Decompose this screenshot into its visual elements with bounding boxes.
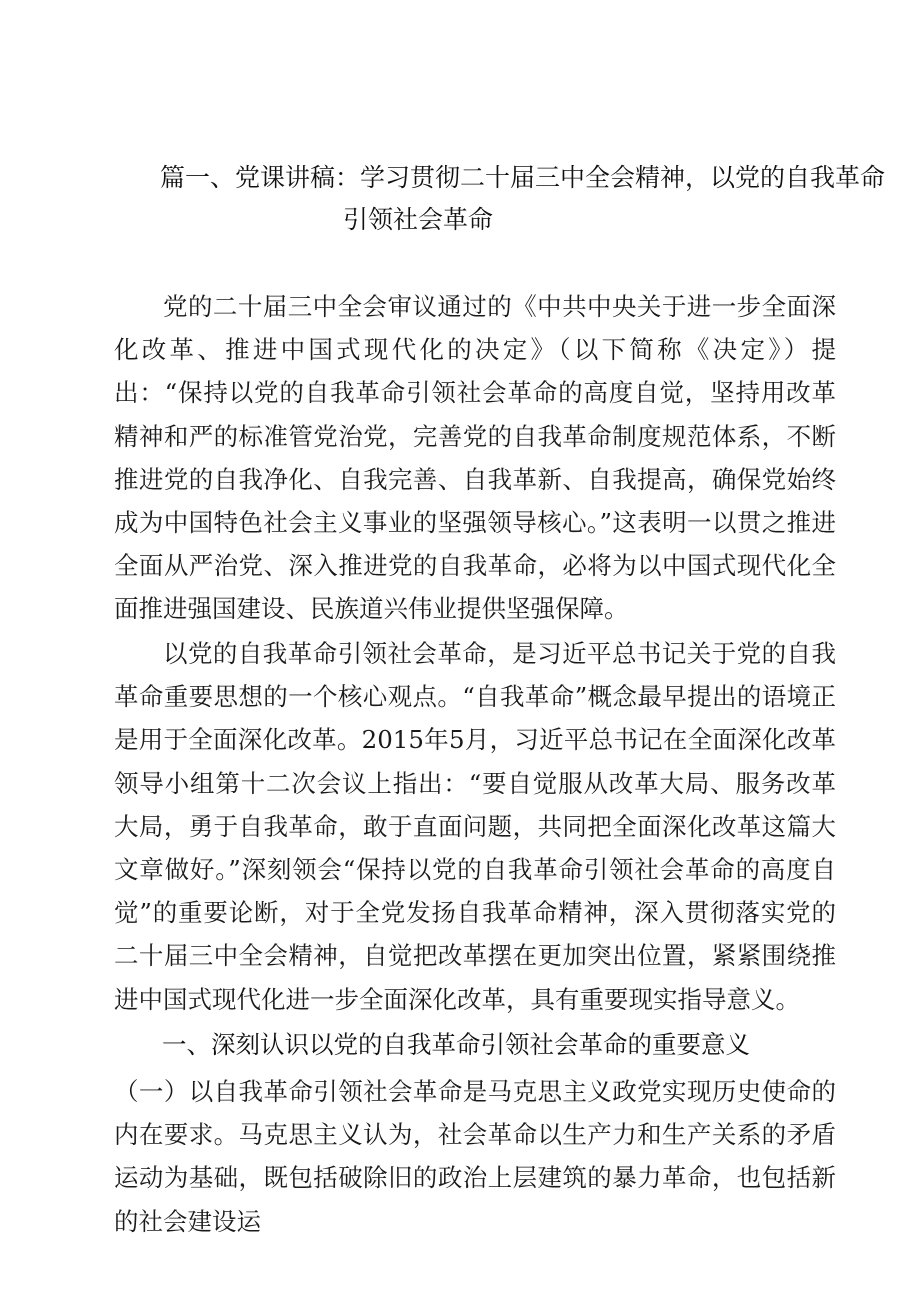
paragraph-intro: 党的二十届三中全会审议通过的《中共中央关于进一步全面深化改革、推进中国式现代化的决定》（以下简称《决定》）提出：“保持以党的自我革命引领社会革命的高度自觉，坚持用改革精神和严的标准管党治党，完善党的自我革命制度规范体系，不断推进党的自我净化、自我完善、自我革新、自我提高，确保党始终成为中国特色社会主义事业的坚强领导核心。”这表明一以贯之推进全面从严治党、深入推进党的自我革命，必将为以中国式现代化全面推进强国建设、民族道兴伟业提供坚强保障。 (114, 292, 836, 624)
paragraph-section-1-1: （一）以自我革命引领社会革命是马克思主义政党实现历史使命的内在要求。马克思主义认为，社会革命以生产力和生产关系的矛盾运动为基础，既包括破除旧的政治上层建筑的暴力革命，也包括新的社会建设运 (114, 1077, 836, 1236)
document-title-line-1: 篇一、党课讲稿：学习贯彻二十届三中全会精神，以党的自我革命 (160, 163, 886, 192)
paragraph-core-viewpoint: 以党的自我革命引领社会革命，是习近平总书记关于党的自我革命重要思想的一个核心观点。“自我革命”概念最早提出的语境正是用于全面深化改革。2015年5月，习近平总书记在全面深化改革领导小组第十二次会议上指出：“要自觉服从改革大局、服务改革大局，勇于自我革命，敢于直面问题，共同把全面深化改革这篇大文章做好。”深刻领会“保持以党的自我革命引领社会革命的高度自觉”的重要论断，对于全党发扬自我革命精神，深入贯彻落实党的二十届三中全会精神，自觉把改革摆在更加突出位置，紧紧围绕推进中国式现代化进一步全面深化改革，具有重要现实指导意义。 (114, 639, 836, 1014)
document-title-line-2: 引领社会革命 (343, 205, 494, 234)
section-heading-1: 一、深刻认识以党的自我革命引领社会革命的重要意义 (162, 1030, 750, 1059)
